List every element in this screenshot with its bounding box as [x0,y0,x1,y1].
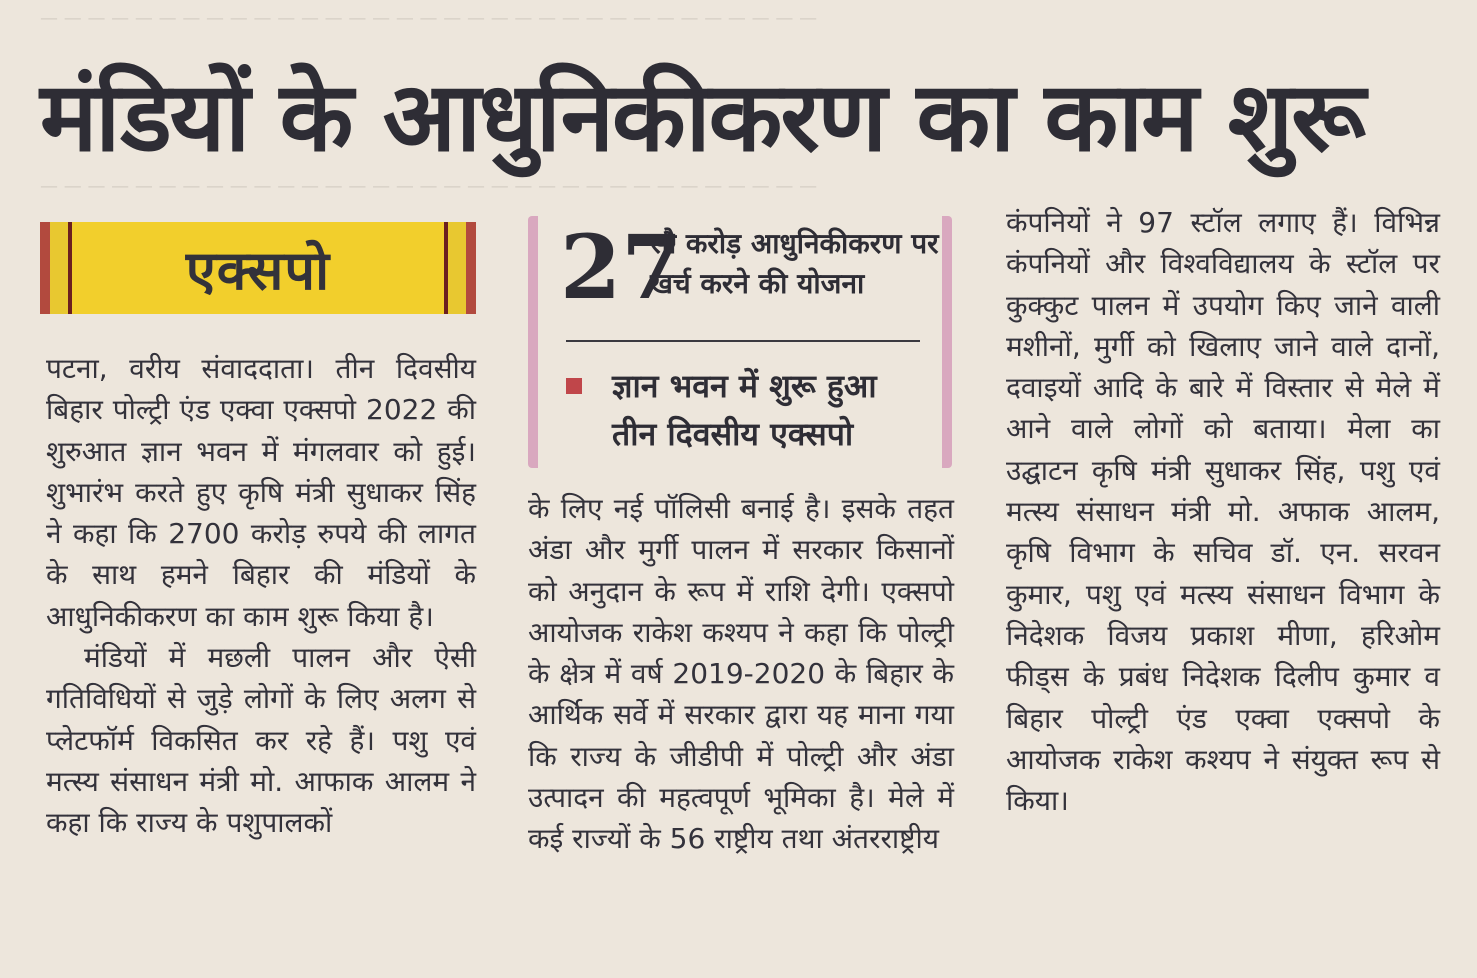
column-2 [528,488,954,860]
bleed-through-texture: — — — — — — — — — — — — — — — — — — — — — — — — — — — — — — — — — [40,8,818,29]
section-tag-banner [40,222,476,314]
section-tag-inner [68,222,448,314]
highlight-subheading: ज्ञान भवन में शुरू हुआ तीन दिवसीय एक्सपो [612,367,877,453]
paragraph: कंपनियों ने 97 स्टॉल लगाए हैं। विभिन्न कंपनियों और विश्वविद्यालय के स्टॉल पर कुक्कुट पालन में उपयोग किए जाने वाली मशीनों, मुर्गी को खिलाए जाने वाले दानों, दवाइयों आदि के बारे में विस्तार से मेले में आने वाले लोगों को बताया। मेला का उद्घाटन कृषि मंत्री सुधाकर सिंह, पशु एवं मत्स्य संसाधन मंत्री मो. अफाक आलम, कृषि विभाग के सचिव डॉ. एन. सरवन कुमार, पशु एवं मत्स्य संसाधन विभाग के निदेशक विजय प्रकाश मीणा, हरिओम फीड्स के प्रबंध निदेशक दिलीप कुमार व बिहार पोल्ट्री एंड एक्वा एक्सपो के आयोजक राकेश कश्यप ने संयुक्त रूप से किया। [1006,206,1440,818]
paragraph: पटना, वरीय संवाददाता। तीन दिवसीय बिहार पोल्ट्री एंड एक्वा एक्सपो 2022 की शुरुआत ज्ञान भवन में मंगलवार को हुई। शुभारंभ करते हुए कृषि मंत्री सुधाकर सिंह ने कहा कि 2700 करोड़ रुपये की लागत के साथ हमने बिहार की मंडियों के आधुनिकीकरण का काम शुरू किया है। [46,352,476,633]
square-bullet-icon [566,378,582,394]
column-1 [46,348,476,844]
bleed-through-texture: — — — — — — — — — — — — — — — — — — — — — — — — — — — — — — — — — [40,176,818,197]
paragraph: के लिए नई पॉलिसी बनाई है। इसके तहत अंडा और मुर्गी पालन में सरकार किसानों को अनुदान के रूप में राशि देगी। एक्सपो आयोजक राकेश कश्यप ने कहा कि पोल्ट्री के क्षेत्र में वर्ष 2019-2020 के बिहार के आर्थिक सर्वे में सरकार द्वारा यह माना गया कि राज्य के जीडीपी में पोल्ट्री और अंडा उत्पादन की महत्वपूर्ण भूमिका है। मेले में कई राज्यों के 56 राष्ट्रीय तथा अंतरराष्ट्रीय [528,492,954,856]
highlight-divider [566,340,920,342]
section-tag-label: एक्सपो [185,239,331,302]
highlight-number-text: सौ करोड़ आधुनिकीकरण पर खर्च करने की योजना [650,227,939,300]
highlight-number: 27 [560,215,683,319]
column-3 [1006,202,1440,821]
paragraph: मंडियों में मछली पालन और ऐसी गतिविधियों से जुड़े लोगों के लिए अलग से प्लेटफॉर्म विकसित कर रहे हैं। पशु एवं मत्स्य संसाधन मंत्री मो. आफाक आलम ने कहा कि राज्य के पशुपालकों [46,641,476,840]
headline: मंडियों के आधुनिकीकरण का काम शुरू [40,61,1364,173]
